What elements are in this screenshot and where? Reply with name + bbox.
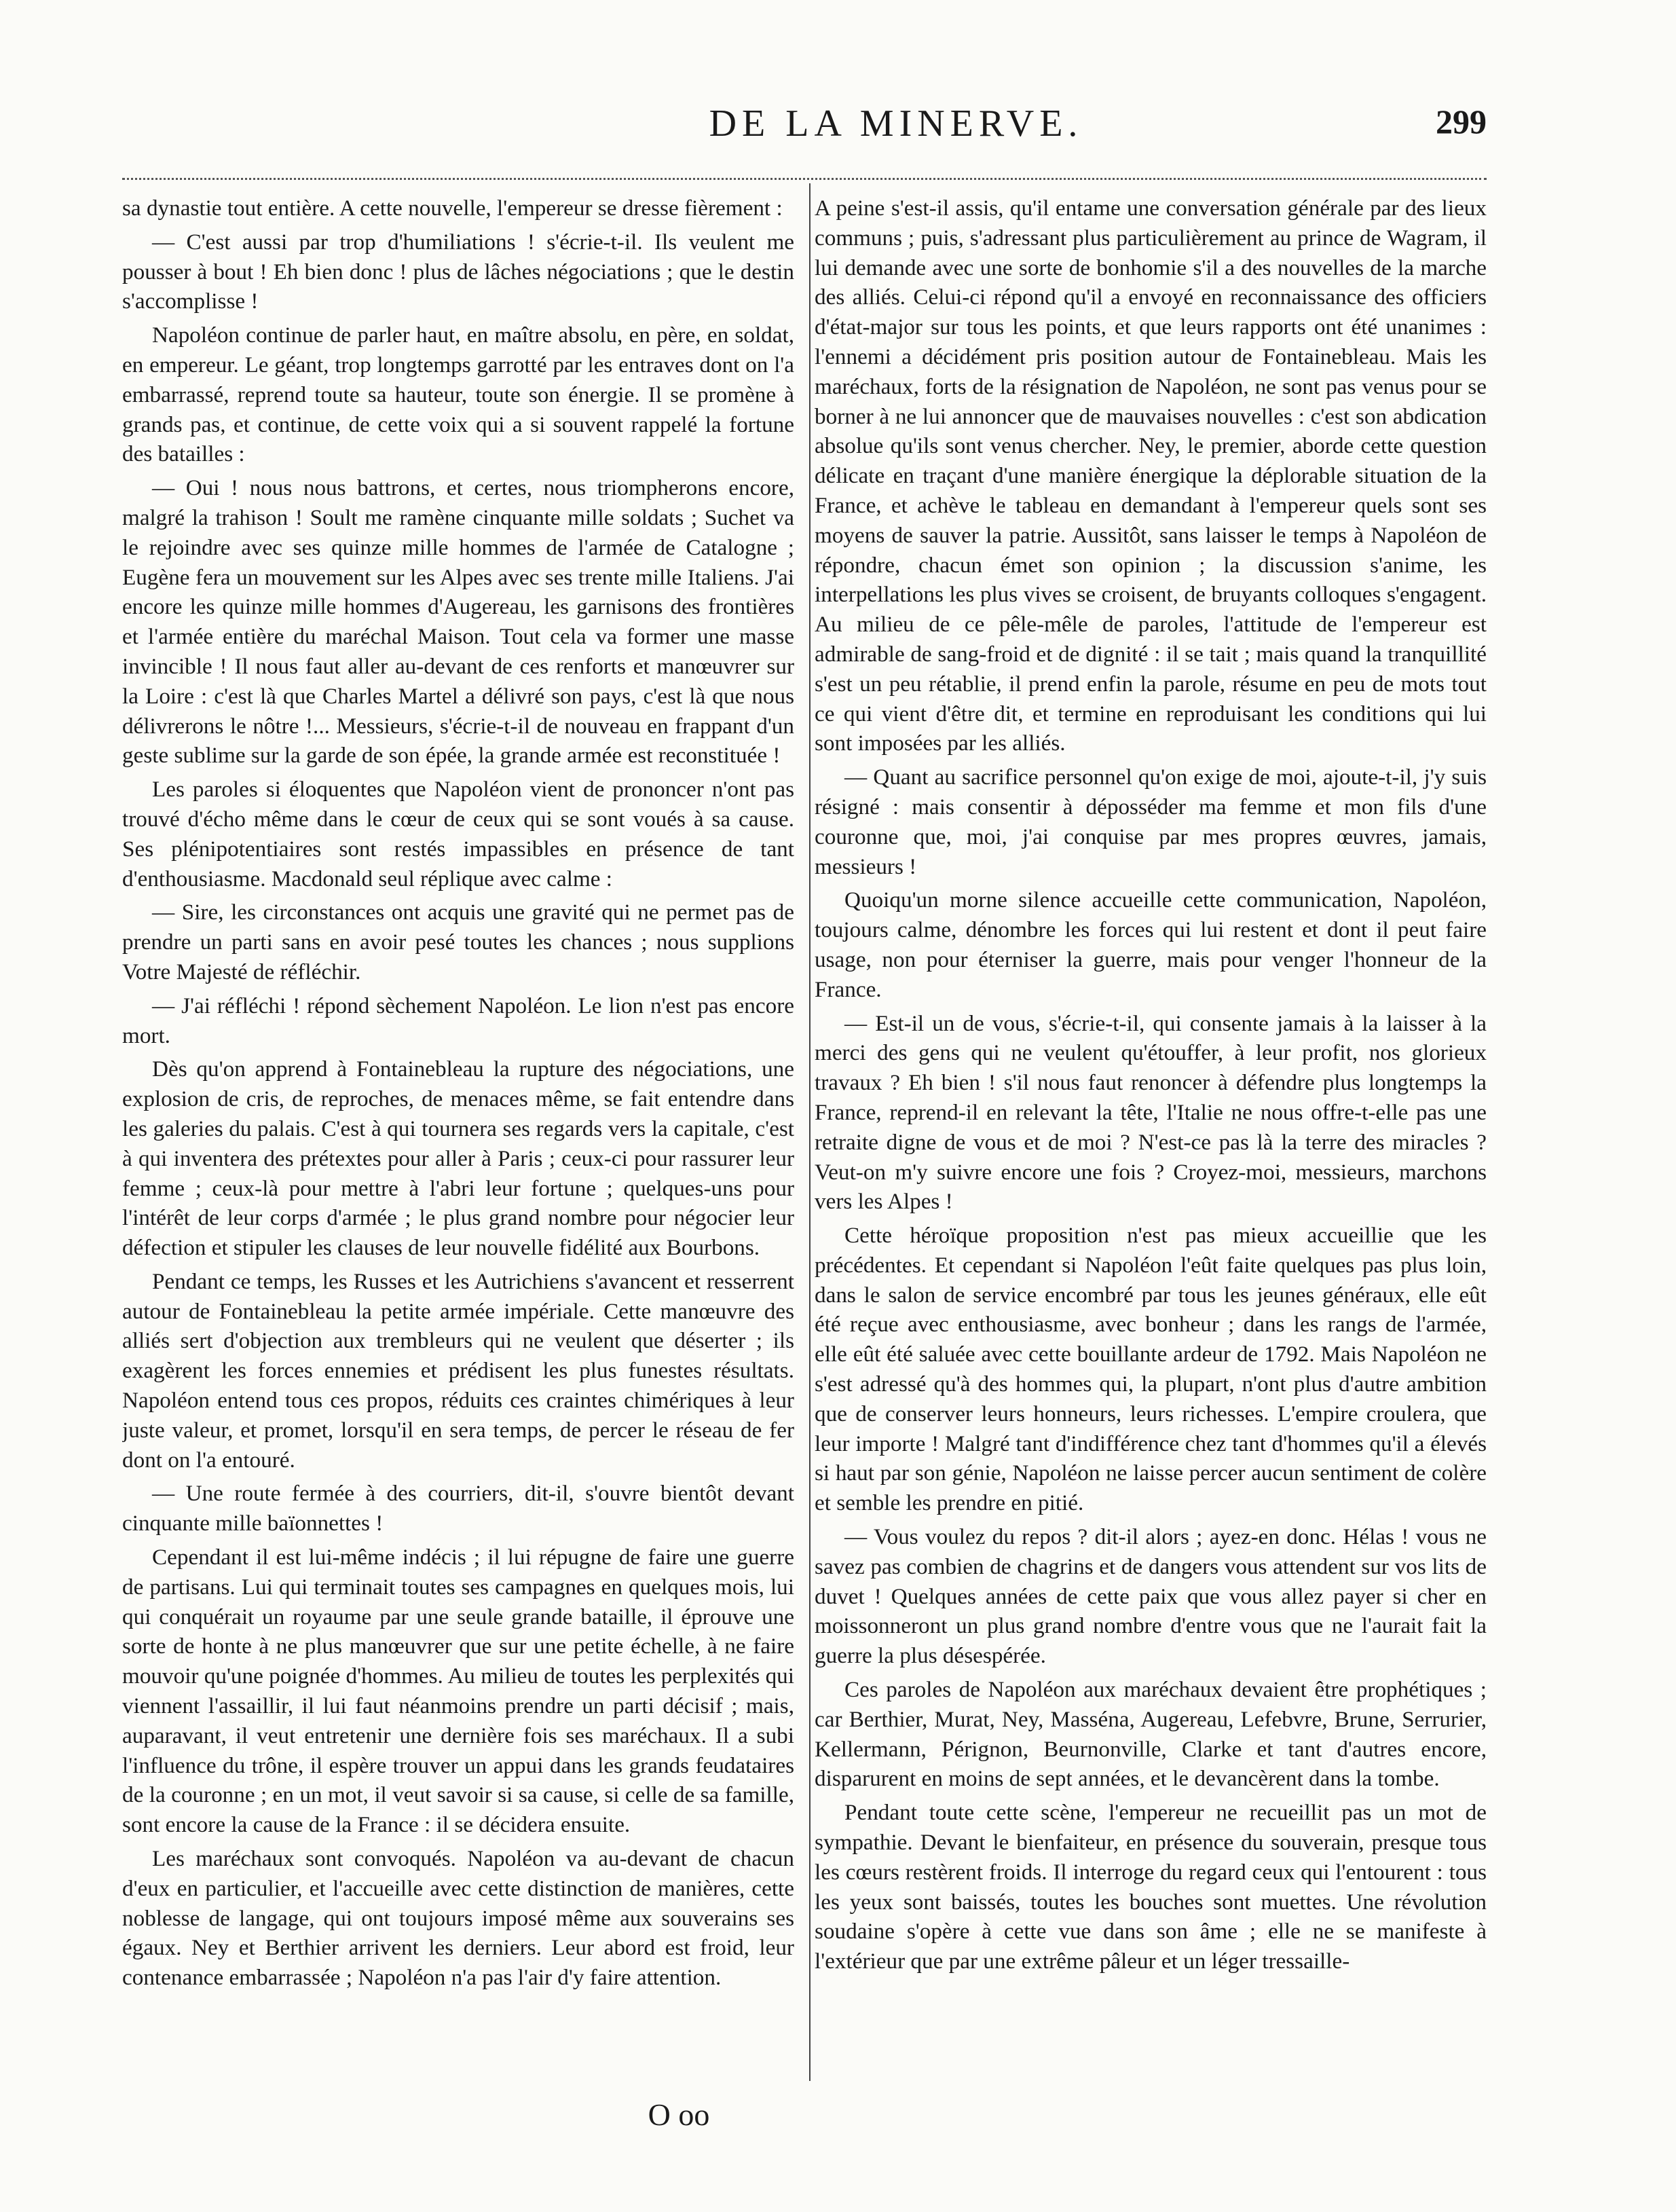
- left-column: [122, 193, 794, 2074]
- paragraph: — Sire, les circonstances ont acquis une gravité qui ne permet pas de prendre un parti sans en avoir pesé toutes les chances ; nous supplions Votre Majesté de réfléchir.: [122, 900, 794, 984]
- header-rule: [122, 178, 1487, 180]
- paragraph: Cette héroïque proposition n'est pas mieux accueillie que les précédentes. Et cependant si Napoléon l'eût faite quelques pas plus loin, dans le salon de service encombré par tous les jeunes généraux, elle eût été reçue avec enthousiasme, avec bonheur ; dans les rangs de l'armée, elle eût été saluée avec cette bouillante ardeur de 1792. Mais Napoléon ne s'est adressé qu'à des hommes qui, la plupart, n'ont plus d'autre ambition que de conserver leurs honneurs, leurs richesses. L'empire croulera, que leur importe ! Malgré tant d'indifférence chez tant d'hommes qu'il a élevés si haut par son génie, Napoléon ne laisse percer aucun sentiment de colère et semble les prendre en pitié.: [815, 1223, 1487, 1516]
- column-rule: [809, 183, 811, 2081]
- paragraph: — Vous voulez du repos ? dit-il alors ; ayez-en donc. Hélas ! vous ne savez pas combien de chagrins et de dangers vous attendent sur vos lits de duvet ! Quelques années de cette paix que vous allez payer si cher en moissonneront un plus grand nombre d'entre vous que ne l'aurait fait la guerre la plus désespérée.: [815, 1524, 1487, 1669]
- page-number: 299: [1436, 103, 1487, 141]
- page-header: [122, 102, 1487, 149]
- running-title: DE LA MINERVE.: [709, 103, 1083, 145]
- paragraph: Les paroles si éloquentes que Napoléon vient de prononcer n'ont pas trouvé d'écho même dans le cœur de ceux qui se sont voués à sa cause. Ses plénipotentiaires sont restés impassibles en présence de tant d'enthousiasme. Macdonald seul réplique avec calme :: [122, 777, 794, 891]
- paragraph: Dès qu'on apprend à Fontainebleau la rupture des négociations, une explosion de cris, de reproches, de menaces même, se fait entendre dans les galeries du palais. C'est à qui tournera ses regards vers la capitale, c'est à qui inventera des prétextes pour aller à Paris ; ceux-ci pour rassurer leur femme ; ceux-là pour mettre à l'abri leur fortune ; quelques-uns pour l'intérêt de leur corps d'armée ; le plus grand nombre pour négocier leur défection et stipuler les clauses de leur nouvelle fidélité aux Bourbons.: [122, 1056, 794, 1261]
- paragraph: — Une route fermée à des courriers, dit-il, s'ouvre bientôt devant cinquante mille baïonnettes !: [122, 1481, 794, 1536]
- right-column: [815, 193, 1487, 2074]
- paragraph: A peine s'est-il assis, qu'il entame une conversation générale par des lieux communs ; puis, s'adressant plus particulièrement au prince de Wagram, il lui demande avec une sorte de bonhomie s'il a des nouvelles de la marche des alliés. Celui-ci répond qu'il a envoyé en reconnaissance des officiers d'état-major sur tous les points, et que leurs rapports ont été unanimes : l'ennemi a décidément pris position autour de Fontainebleau. Mais les maréchaux, forts de la résignation de Napoléon, ne sont pas venus pour se borner à ne lui annoncer que de mauvaises nouvelles : c'est son abdication absolue qu'ils sont venus chercher. Ney, le premier, aborde cette question délicate en traçant d'une manière énergique la déplorable situation de la France, et achève le tableau en demandant à l'empereur quels sont ses moyens de sauver la patrie. Aussitôt, sans laisser le temps à Napoléon de répondre, chacun émet son opinion ; la discussion s'anime, les interpellations les plus vives se croisent, de bruyants colloques s'engagent. Au milieu de ce pêle-mêle de paroles, l'attitude de l'empereur est admirable de sang-froid et de dignité : il se tait ; mais quand la tranquillité s'est un peu rétablie, il prend enfin la parole, résume en peu de mots tout ce qui vient d'être dit, et termine en reproduisant les conditions qui lui sont imposées par les alliés.: [815, 196, 1487, 756]
- paragraph: Pendant ce temps, les Russes et les Autrichiens s'avancent et resserrent autour de Fontainebleau la petite armée impériale. Cette manœuvre des alliés sert d'objection aux trembleurs qui ne veulent que déserter ; ils exagèrent les forces ennemies et prédisent les plus funestes résultats. Napoléon entend tous ces propos, réduits ces craintes chimériques à leur juste valeur, et promet, lorsqu'il en sera temps, de percer le réseau de fer dont on l'a entouré.: [122, 1268, 794, 1473]
- paragraph: Napoléon continue de parler haut, en maître absolu, en père, en soldat, en empereur. Le géant, trop longtemps garrotté par les entraves dont on l'a embarrassé, reprend toute sa hauteur, toute son énergie. Il se promène à grands pas, et continue, de cette voix qui a si souvent rappelé la fortune des batailles :: [122, 322, 794, 467]
- paragraph: Les maréchaux sont convoqués. Napoléon va au-devant de chacun d'eux en particulier, et l'accueille avec cette distinction de manières, cette noblesse de langage, qui ont toujours imposé même aux souverains ses égaux. Ney et Berthier arrivent les derniers. Leur abord est froid, leur contenance embarrassée ; Napoléon n'a pas l'air d'y faire attention.: [122, 1846, 794, 1991]
- paragraph: Quoiqu'un morne silence accueille cette communication, Napoléon, toujours calme, dénombre les forces qui lui restent et dont il peut faire usage, non pour éterniser la guerre, mais pour venger l'honneur de la France.: [815, 887, 1487, 1002]
- paragraph: — J'ai réfléchi ! répond sèchement Napoléon. Le lion n'est pas encore mort.: [122, 993, 794, 1048]
- paragraph: — Oui ! nous nous battrons, et certes, nous triompherons encore, malgré la trahison ! Soult me ramène cinquante mille soldats ; Suchet va le rejoindre avec ses quinze mille hommes de l'armée de Catalogne ; Eugène fera un mouvement sur les Alpes avec ses trente mille Italiens. J'ai encore les quinze mille hommes d'Augereau, les garnisons des frontières et l'armée entière du maréchal Maison. Tout cela va former une masse invincible ! Il nous faut aller au-devant de ces renforts et manœuvrer sur la Loire : c'est là que Charles Martel a délivré son pays, c'est là que nous délivrerons le nôtre !... Messieurs, s'écrie-t-il de nouveau en frappant d'un geste sublime sur la garde de son épée, la grande armée est reconstituée !: [122, 475, 794, 769]
- paragraph: Ces paroles de Napoléon aux maréchaux devaient être prophétiques ; car Berthier, Murat, Ney, Masséna, Augereau, Lefebvre, Brune, Serrurier, Kellermann, Pérignon, Beurnonville, Clarke et tant d'autres encore, disparurent en moins de sept années, et le devancèrent dans la tombe.: [815, 1677, 1487, 1792]
- paragraph: — Quant au sacrifice personnel qu'on exige de moi, ajoute-t-il, j'y suis résigné : mais consentir à déposséder ma femme et mon fils d'une couronne que, moi, j'ai conquise par mes propres œuvres, jamais, messieurs !: [815, 764, 1487, 879]
- paragraph: Cependant il est lui-même indécis ; il lui répugne de faire une guerre de partisans. Lui qui terminait toutes ses campagnes en quelques mois, lui qui conquérait un royaume par une seule grande bataille, il éprouve une sorte de honte à ne plus manœuvrer que sur une petite échelle, à ne faire mouvoir qu'une poignée d'hommes. Au milieu de toutes les perplexités qui viennent l'assaillir, il lui faut néanmoins prendre un parti décisif ; mais, auparavant, il veut entretenir une dernière fois ses maréchaux. Il a subi l'influence du trône, il espère trouver un appui dans les grands feudataires de la couronne ; en un mot, il veut savoir si sa cause, si celle de sa famille, sont encore la cause de la France : il se décidera ensuite.: [122, 1545, 794, 1838]
- signature-mark: O oo: [648, 2097, 710, 2132]
- paragraph: sa dynastie tout entière. A cette nouvelle, l'empereur se dresse fièrement :: [122, 196, 783, 221]
- paragraph: — C'est aussi par trop d'humiliations ! s'écrie-t-il. Ils veulent me pousser à bout ! Eh bien donc ! plus de lâches négociations ; que le destin s'accomplisse !: [122, 229, 794, 314]
- paragraph: — Est-il un de vous, s'écrie-t-il, qui consente jamais à la laisser à la merci des gens qui ne veulent qu'étouffer, à leur profit, nos glorieux travaux ? Eh bien ! s'il nous faut renoncer à défendre plus longtemps la France, reprend-il en relevant la tête, l'Italie ne nous offre-t-elle pas une retraite digne de vous et de moi ? N'est-ce pas là la terre des miracles ? Veut-on m'y suivre encore une fois ? Croyez-moi, messieurs, marchons vers les Alpes !: [815, 1010, 1487, 1215]
- paragraph: Pendant toute cette scène, l'empereur ne recueillit pas un mot de sympathie. Devant le bienfaiteur, en présence du souverain, presque tous les cœurs restèrent froids. Il interroge du regard ceux qui l'entourent : tous les yeux sont baissés, toutes les bouches sont muettes. Une révolution soudaine s'opère à cette vue dans son âme ; elle ne se manifeste à l'extérieur que par une extrême pâleur et un léger tressaille-: [815, 1800, 1487, 1974]
